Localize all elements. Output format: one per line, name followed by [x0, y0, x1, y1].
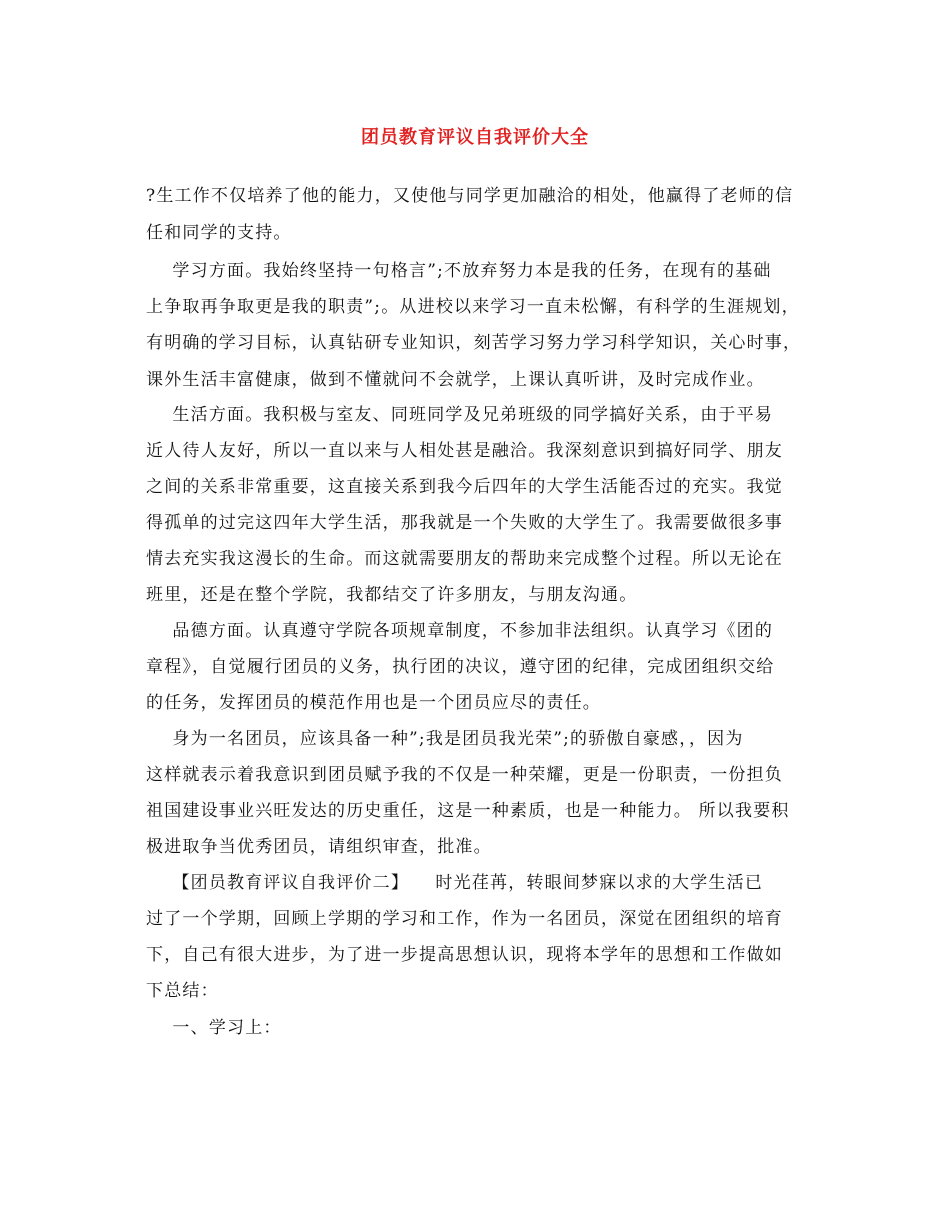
- text-line: 情去充实我这漫长的生命。而这就需要朋友的帮助来完成整个过程。所以无论在: [146, 549, 783, 569]
- text-line: 祖国建设事业兴旺发达的历史重任，这是一种素质，也是一种能力。 所以我要积: [146, 801, 790, 821]
- text-line: 品德方面。认真遵守学院各项规章制度，不参加非法组织。认真学习《团的: [146, 621, 774, 641]
- text-line: 上争取再争取更是我的职责”;。从进校以来学习一直未松懈，有科学的生涯规划，: [146, 297, 800, 317]
- text-line: 有明确的学习目标，认真钻研专业知识，刻苦学习努力学习科学知识，关心时事，: [146, 333, 802, 353]
- text-line: 任和同学的支持。: [146, 223, 292, 243]
- text-line: 近人待人友好，所以一直以来与人相处甚是融洽。我深刻意识到搞好同学、朋友: [146, 441, 783, 461]
- text-line: 这样就表示着我意识到团员赋予我的不仅是一种荣耀，更是一份职责，一份担负: [146, 765, 783, 785]
- text-line: 过了一个学期，回顾上学期的学习和工作，作为一名团员，深觉在团组织的培育: [146, 909, 783, 929]
- text-line: 课外生活丰富健康，做到不懂就问不会就学，上课认真听讲，及时完成作业。: [146, 370, 765, 390]
- text-line: 之间的关系非常重要，这直接关系到我今后四年的大学生活能否过的充实。我觉: [146, 477, 783, 497]
- text-line: 班里，还是在整个学院，我都结交了许多朋友，与朋友沟通。: [146, 585, 638, 605]
- text-line: 的任务，发挥团员的模范作用也是一个团员应尽的责任。: [146, 693, 601, 713]
- text-line: 学习方面。我始终坚持一句格言”;不放弃努力本是我的任务，在现有的基础: [146, 261, 772, 281]
- text-line: 生活方面。我积极与室友、同班同学及兄弟班级的同学搞好关系，由于平易: [146, 405, 774, 425]
- document-title: 团员教育评议自我评价大全: [361, 127, 589, 148]
- text-line: 【团员教育评议自我评价二】 时光荏苒，转眼间梦寐以求的大学生活已: [146, 873, 764, 893]
- text-line: 身为一名团员，应该具备一种”;我是团员我光荣”;的骄傲自豪感，，因为: [146, 729, 744, 749]
- text-line: 极进取争当优秀团员，请组织审查，批准。: [146, 837, 492, 857]
- text-line: ?生工作不仅培养了他的能力，又使他与同学更加融洽的相处，他赢得了老师的信: [146, 186, 794, 206]
- text-line: 下，自己有很大进步，为了进一步提高思想认识，现将本学年的思想和工作做如: [146, 945, 783, 965]
- text-line: 得孤单的过完这四年大学生活，那我就是一个失败的大学生了。我需要做很多事: [146, 513, 783, 533]
- text-line: 下总结：: [146, 981, 219, 1001]
- text-line: 一、学习上：: [146, 1018, 282, 1038]
- text-line: 章程》，自觉履行团员的义务，执行团的决议，遵守团的纪律，完成团组织交给: [146, 657, 775, 677]
